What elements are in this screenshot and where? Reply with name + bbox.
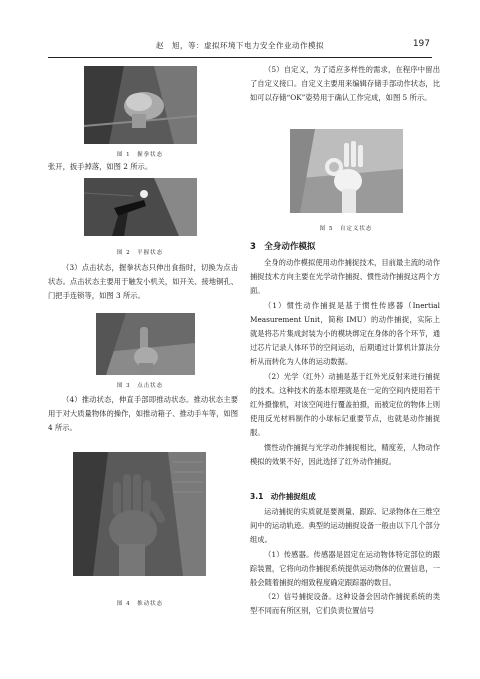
paragraph-text: （1）传感器。传感器是固定在运动物体特定部位的跟踪装置，它将向动作捕捉系统提供运动物体的位置信息，一般会随着捕捉的细致程度确定跟踪器的数目。 <box>250 549 440 588</box>
figure-2-caption: 图 2 平握状态 <box>116 250 164 256</box>
paragraph-text: （2）信号捕捉设备。这种设备会因动作捕捉系统的类型不同而有所区别，它们负责位置信号 <box>250 592 440 616</box>
left-paragraph-1 <box>48 160 238 174</box>
paragraph-text: （5）自定义，为了适应多样性的需求，在程序中留出了自定义接口。自定义主要用来编辑存储手部动作状态，比如可以存储“OK”姿势用于确认工作完成，如图 5 所示。 <box>250 65 440 103</box>
paragraph-text: （4）推动状态，伸直手部即推动状态。推动状态主要用于对大质量物体的操作，如推动箱子、推动手车等，如图 4 所示。 <box>48 395 238 433</box>
figure-5-caption: 图 5 自定义状态 <box>319 226 373 232</box>
paragraph-text: 惯性动作捕捉与光学动作捕捉相比，精度差，人物动作模拟的效果不好，因此选择了红外动作捕捉。 <box>250 442 440 466</box>
figure-4-caption: 图 4 推动状态 <box>116 601 164 607</box>
page-number: 197 <box>412 39 430 49</box>
paragraph-text: （2）光学（红外）动捕是基于红外光反射来进行捕捉的技术。这种技术的基本原理就是在一定的空间内使用若干红外摄像机，对该空间进行覆盖拍摄，而被定位的物体上则使用反光材料制作的小球标记重要节点，也就是动作捕捉服。 <box>250 371 440 438</box>
running-header <box>0 40 480 54</box>
right-body-2 <box>250 505 440 619</box>
figure-3-image <box>96 313 195 375</box>
figure-1-caption: 图 1 握拳状态 <box>116 152 164 158</box>
paragraph-text: 张开，扳手掉落，如图 2 所示。 <box>48 162 153 171</box>
section-heading-3: 3 全身动作模拟 <box>250 242 316 252</box>
paragraph-text: （3）点击状态，握拳状态只伸出食指时，切换为点击状态。点击状态主要用于触发小机关，如开关、接地铜孔、门把手连锁等，如图 3 所示。 <box>48 263 238 301</box>
figure-2-image <box>84 178 197 236</box>
figure-5-image <box>290 129 403 213</box>
left-paragraph-3 <box>48 393 238 436</box>
paragraph-text: （1）惯性动作捕捉是基于惯性传感器（Inertial Measurement Unit，简称 IMU）的动作捕捉，实际上就是将芯片集成封装为小的模块绑定在身体的各个环节，通过芯片记录人体环节的空间运动，后期通过计算机计算法分析从而转化为人体的运动数据。 <box>250 300 440 367</box>
figure-3-caption: 图 3 点击状态 <box>116 383 164 389</box>
right-paragraph-1 <box>250 63 440 106</box>
figure-1-image <box>84 66 197 144</box>
paragraph-text: 运动捕捉的实质就是要测量、跟踪、记录物体在三维空间中的运动轨迹。典型的运动捕捉设备一般由以下几个部分组成。 <box>250 507 440 545</box>
paragraph-text: 全身的动作模拟使用动作捕捉技术，目前最主流的动作捕捉技术方向主要在光学动作捕捉、惯性动作捕捉这两个方面。 <box>250 258 440 296</box>
right-body <box>250 256 440 469</box>
figure-4-image <box>73 452 206 576</box>
header-rule <box>48 57 432 58</box>
subsection-heading-3-1: 3.1 动作捕捉组成 <box>250 492 316 501</box>
running-title: 赵 旭，等：虚拟环境下电力安全作业动作模拟 <box>156 41 324 50</box>
left-paragraph-2 <box>48 261 238 304</box>
